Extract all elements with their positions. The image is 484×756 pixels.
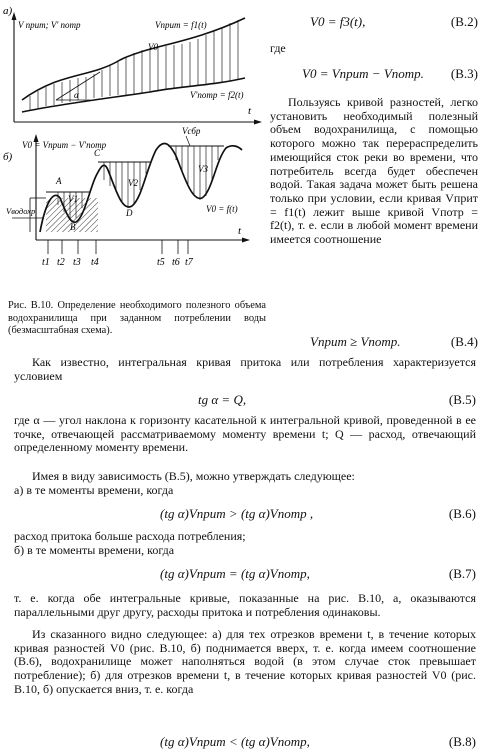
equation-v4-formula: Vприт ≥ Vпотр. bbox=[310, 334, 401, 349]
panel-b-v0-curve: V0 = f(t) bbox=[206, 204, 238, 214]
equation-v2-number: (В.2) bbox=[450, 14, 478, 29]
figure-v10 bbox=[0, 0, 265, 300]
panel-b-letter-c: C bbox=[94, 148, 101, 158]
panel-a-vprit-curve: Vприт = f1(t) bbox=[155, 20, 207, 30]
panel-b-vsbr: Vсбр bbox=[182, 126, 201, 136]
equation-v6 bbox=[0, 506, 484, 524]
panel-b-tick-t1: t1 bbox=[42, 257, 50, 268]
panel-a-label: а) bbox=[3, 5, 13, 17]
panel-b-letter-d: D bbox=[126, 208, 133, 218]
equation-v2-formula: V0 = f3(t), bbox=[310, 14, 366, 29]
panel-b-v1: V1 bbox=[68, 194, 78, 204]
panel-a-alpha: α bbox=[74, 90, 79, 100]
equation-v6-number: (В.6) bbox=[448, 506, 476, 521]
panel-b-vsbr-pointer bbox=[186, 136, 190, 146]
body-paragraph-3: Имея в виду зависимость (В.5), можно утверждать следующее: bbox=[32, 469, 355, 483]
equation-v3 bbox=[270, 66, 480, 84]
panel-a-t-axis: t bbox=[248, 105, 252, 117]
panel-b-tick-t6: t6 bbox=[172, 257, 180, 268]
panel-b-tick-t5: t5 bbox=[157, 257, 165, 268]
panel-b-v2: V2 bbox=[128, 178, 138, 188]
equation-v5-number: (В.5) bbox=[448, 392, 476, 407]
equation-v8-formula: (tg α)Vприт < (tg α)Vпотр, bbox=[160, 734, 310, 749]
right-paragraph: Пользуясь кривой разностей, легко установить необходимый полезный объем водохранилища, с помощью которого можно так перераспределить имеющийся сток реки во времени, что потребитель всегда будет обеспечен водой. Такая задача может быть решена только при условии, если кривая Vприт = f1(t) лежит выше кривой Vпотр = f2(t), т. е. если в любой момент времени имеется соотношение bbox=[270, 95, 478, 247]
equation-v3-formula: V0 = Vприт − Vпотр. bbox=[302, 66, 424, 81]
panel-b-tick-t3: t3 bbox=[73, 257, 81, 268]
panel-b-tick-lines bbox=[48, 240, 188, 254]
panel-b-tick-t7: t7 bbox=[185, 257, 193, 268]
figure-caption: Рис. В.10. Определение необходимого полезного объема водохранилища при заданном потреблении воды (безмасштабная схема). bbox=[8, 300, 266, 336]
body-paragraph-6: б) в те моменты времени, когда bbox=[14, 543, 175, 557]
equation-v5-formula: tg α = Q, bbox=[198, 392, 247, 407]
panel-b-vvodokhr: Vводохр bbox=[6, 206, 36, 216]
panel-b-x-arrow bbox=[242, 238, 250, 243]
where-label: где bbox=[270, 41, 286, 55]
panel-a-vprit-curve-line bbox=[22, 18, 245, 100]
equation-v7-number: (В.7) bbox=[448, 566, 476, 581]
equation-v4-number: (В.4) bbox=[450, 334, 478, 349]
panel-b-letter-b: B bbox=[70, 222, 76, 232]
equation-v6-formula: (tg α)Vприт > (tg α)Vпотр , bbox=[160, 506, 314, 521]
equation-v4 bbox=[270, 334, 480, 352]
body-paragraph-8: Из сказанного видно следующее: а) для тех отрезков времени t, в течение которых кривая разностей V0 (рис. В.10, б) поднимается вверх, т. е. когда имеем соотношение (В.6), водохранилище может наполняться водой (в этом случае сток превышает потребление); б) для отрезков времени t, в течение которых кривая разностей V0 (рис. В.10, б) опускается вниз, т. е. когда bbox=[14, 627, 476, 696]
equation-v7-formula: (tg α)Vприт = (tg α)Vпотр, bbox=[160, 566, 310, 581]
panel-a-v0: V0 bbox=[148, 42, 158, 52]
panel-b-v3: V3 bbox=[198, 164, 208, 174]
panel-a-x-arrow bbox=[254, 120, 262, 125]
equation-v5 bbox=[0, 392, 484, 410]
equation-v8-number: (В.8) bbox=[448, 734, 476, 749]
body-paragraph-1: Как известно, интегральная кривая притока или потребления характеризуется условием bbox=[14, 355, 476, 383]
body-paragraph-4: а) в те моменты времени, когда bbox=[14, 483, 174, 497]
panel-b-letter-a: A bbox=[56, 176, 62, 186]
body-paragraph-2: где α — угол наклона к горизонту касательной к интегральной кривой, проведенной в ее точке, отвечающей рассматриваемому моменту времени t; Q — расход, отвечающий определенному моменту времени. bbox=[14, 413, 476, 455]
equation-v7 bbox=[0, 566, 484, 584]
panel-a-y-label: V прит; V' потр bbox=[18, 20, 81, 30]
panel-b-y-label: V0 = Vприт − V'потр bbox=[22, 140, 107, 150]
equation-v8 bbox=[0, 734, 484, 752]
body-paragraph-5: расход притока больше расхода потребления; bbox=[14, 529, 246, 543]
equation-v2 bbox=[270, 14, 480, 32]
body-paragraph-7: т. е. когда обе интегральные кривые, показанные на рис. В.10, а, оказываются параллельными друг другу, расходы притока и потребления одинаковы. bbox=[14, 591, 476, 619]
panel-a-vpotr-curve: V'потр = f2(t) bbox=[190, 90, 244, 100]
panel-b-label: б) bbox=[3, 151, 13, 163]
panel-b-tick-t2: t2 bbox=[57, 257, 65, 268]
equation-v3-number: (В.3) bbox=[450, 66, 478, 81]
panel-b-tick-t4: t4 bbox=[91, 257, 99, 268]
panel-a-y-arrow bbox=[12, 12, 17, 20]
panel-b-t-axis: t bbox=[238, 225, 242, 237]
